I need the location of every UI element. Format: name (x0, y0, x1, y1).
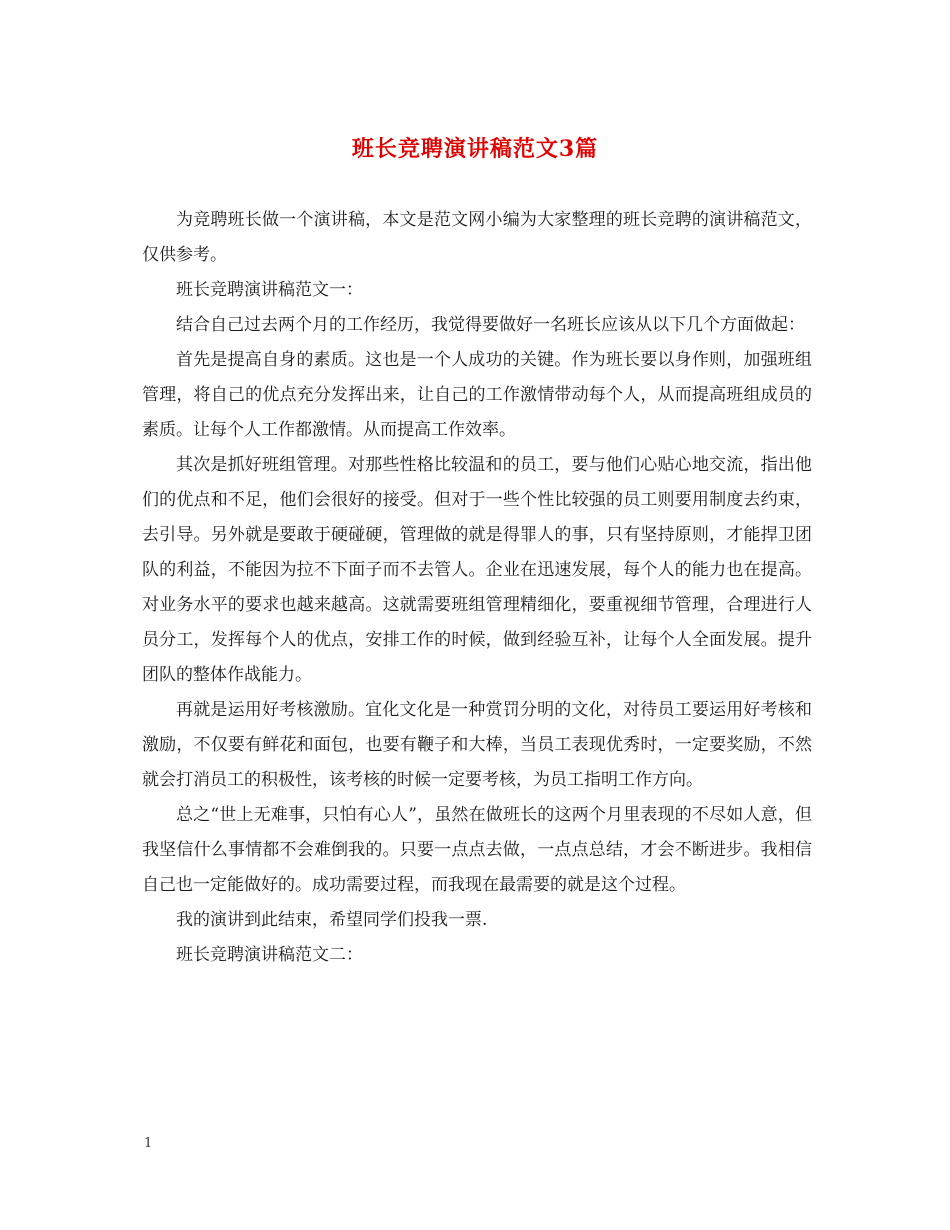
document-body (142, 203, 812, 973)
paragraph-closing: 我的演讲到此结束，希望同学们投我一票. (176, 910, 488, 930)
paragraph-intro: 为竞聘班长做一个演讲稿，本文是范文网小编为大家整理的班长竞聘的演讲稿范文，仅供参考。 (142, 210, 812, 265)
paragraph-conclusion: 总之“世上无难事，只怕有心人”，虽然在做班长的这两个月里表现的不尽如人意，但我坚信什么事情都不会难倒我的。只要一点点去做，一点点总结，才会不断进步。我相信自己也一定能做好的。成功需要过程，而我现在最需要的就是这个过程。 (142, 805, 812, 895)
paragraph-heading-one: 班长竞聘演讲稿范文一： (176, 280, 363, 300)
paragraph-heading-two: 班长竞聘演讲稿范文二： (176, 945, 363, 965)
paragraph-third: 再就是运用好考核激励。宜化文化是一种赏罚分明的文化，对待员工要运用好考核和激励，不仅要有鲜花和面包，也要有鞭子和大棒，当员工表现优秀时，一定要奖励，不然就会打消员工的积极性，该考核的时候一定要考核，为员工指明工作方向。 (142, 700, 812, 790)
paragraph-second: 其次是抓好班组管理。对那些性格比较温和的员工，要与他们心贴心地交流，指出他们的优点和不足，他们会很好的接受。但对于一些个性比较强的员工则要用制度去约束，去引导。另外就是要敢于硬碰硬，管理做的就是得罪人的事，只有坚持原则，才能捍卫团队的利益，不能因为拉不下面子而不去管人。企业在迅速发展，每个人的能力也在提高。对业务水平的要求也越来越高。这就需要班组管理精细化，要重视细节管理，合理进行人员分工，发挥每个人的优点，安排工作的时候，做到经验互补，让每个人全面发展。提升团队的整体作战能力。 (142, 455, 812, 685)
paragraph-experience: 结合自己过去两个月的工作经历，我觉得要做好一名班长应该从以下几个方面做起： (176, 315, 805, 335)
page-number: 1 (144, 1136, 153, 1151)
paragraph-first: 首先是提高自身的素质。这也是一个人成功的关键。作为班长要以身作则，加强班组管理，将自己的优点充分发挥出来，让自己的工作激情带动每个人，从而提高班组成员的素质。让每个人工作都激情。从而提高工作效率。 (142, 350, 812, 440)
document-title: 班长竞聘演讲稿范文3篇 (351, 136, 599, 162)
